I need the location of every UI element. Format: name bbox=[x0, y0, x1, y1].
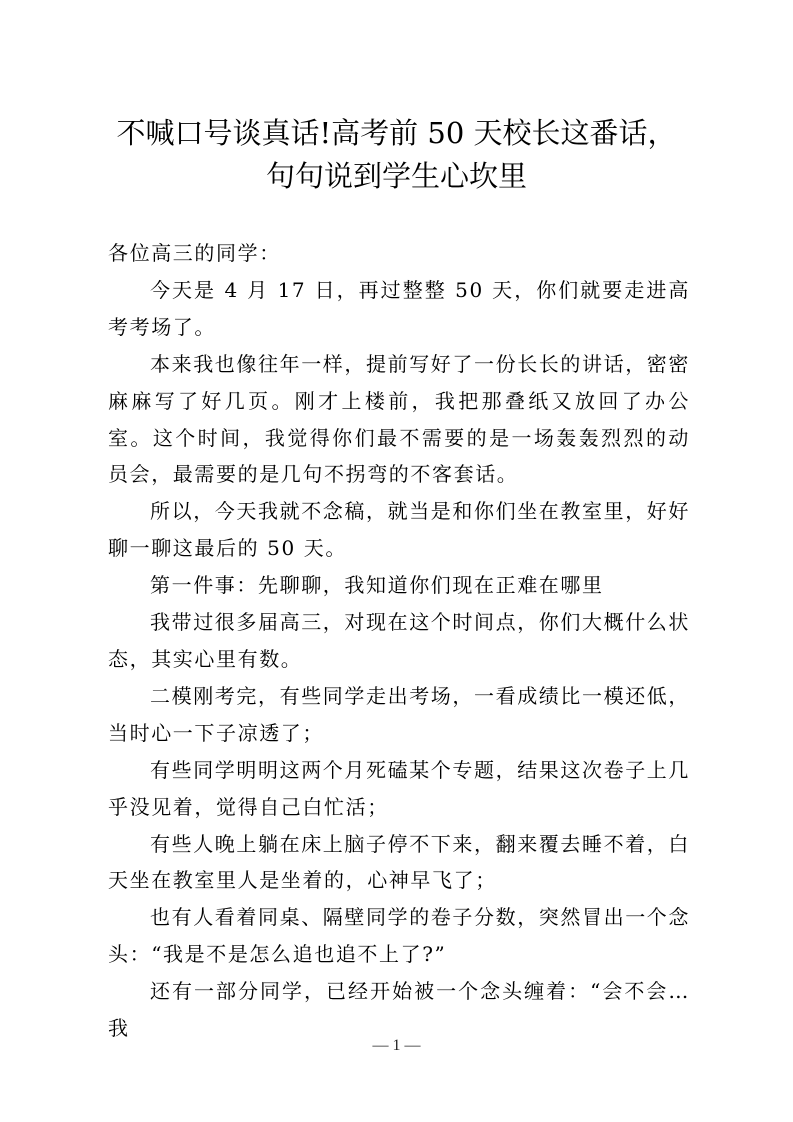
paragraph: 所以，今天我就不念稿，就当是和你们坐在教室里，好好聊一聊这最后的 50 天。 bbox=[108, 499, 690, 561]
paragraph: 二模刚考完，有些同学走出考场，一看成绩比一模还低，当时心一下子凉透了； bbox=[108, 683, 690, 745]
paragraph: 我带过很多届高三，对现在这个时间点，你们大概什么状态，其实心里有数。 bbox=[108, 610, 690, 671]
section-heading: 第一件事：先聊聊，我知道你们现在正难在哪里 bbox=[150, 573, 604, 598]
title-line-1: 不喊口号谈真话!高考前 50 天校长这番话， bbox=[116, 116, 677, 150]
paragraph: 有些人晚上躺在床上脑子停不下来，翻来覆去睡不着，白天坐在教室里人是坐着的，心神早飞了； bbox=[108, 831, 690, 893]
paragraph: 也有人看着同桌、隔壁同学的卷子分数，突然冒出一个念头：“我是不是怎么追也追不上了?” bbox=[108, 905, 690, 967]
paragraph: 今天是 4 月 17 日，再过整整 50 天，你们就要走进高考考场了。 bbox=[108, 277, 690, 339]
paragraph: 有些同学明明这两个月死磕某个专题，结果这次卷子上几乎没见着，觉得自己白忙活； bbox=[108, 757, 690, 819]
paragraph: 还有一部分同学，已经开始被一个念头缠着：“会不会…我 bbox=[108, 979, 690, 1041]
page-number: — 1 — bbox=[372, 1037, 421, 1054]
document-body bbox=[108, 235, 690, 1047]
title-line-2: 句句说到学生心坎里 bbox=[265, 159, 527, 193]
document-title bbox=[60, 112, 733, 198]
salutation: 各位高三的同学： bbox=[108, 241, 281, 265]
paragraph: 本来我也像往年一样，提前写好了一份长长的讲话，密密麻麻写了好几页。刚才上楼前，我把那叠纸又放回了办公室。这个时间，我觉得你们最不需要的是一场轰轰烈烈的动员会，最需要的是几句不拐弯的不客套话。 bbox=[108, 351, 690, 487]
